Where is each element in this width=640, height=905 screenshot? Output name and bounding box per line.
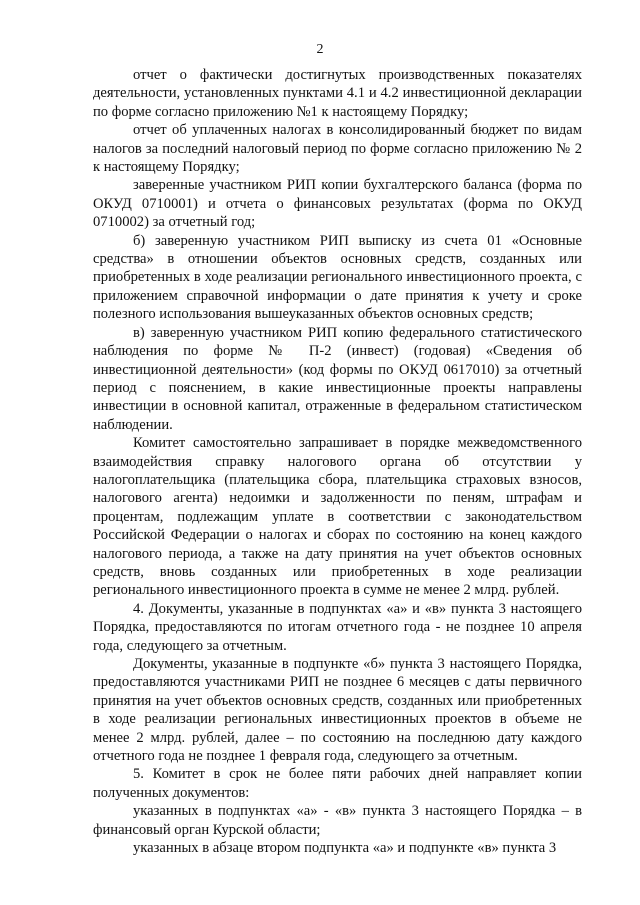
paragraph-finance-body: указанных в подпунктах «а» - «в» пункта 3 настоящего Порядка – в финансовый орган Курской области; [93,803,582,838]
paragraph-item-4: 4. Документы, указанные в подпунктах «а» и «в» пункта 3 настоящего Порядка, предоставляются по итогам отчетного года - не позднее 10 апреля года, следующего за отчетным. [93,600,582,654]
paragraph-production-report: отчет о фактически достигнутых производственных показателях деятельности, установленных пунктами 4.1 и 4.2 инвестиционной декларации по форме согласно приложению №1 к настоящему Порядку; [93,67,582,120]
paragraph-item-5: 5. Комитет в срок не более пяти рабочих дней направляет копии полученных документов: [93,766,582,801]
paragraph-subitem-b: б) заверенную участником РИП выписку из счета 01 «Основные средства» в отношении объектов основных средств, созданных или приобретенных в ходе реализации регионального инвестиционного проекта, с приложением справочной информации о дате принятия к учету и сроке полезного использования вышеуказанных объектов основных средств; [93,232,582,323]
paragraph-subitem-v: в) заверенную участником РИП копию федерального статистического наблюдения по форме № П-2 (инвест) (годовая) «Сведения об инвестиционной деятельности» (код формы по ОКУД 0617010) за отчетный период с пояснением, в какие инвестиционные проекты направлены инвестиции в основной капитал, отраженные в федеральном статистическом наблюдении. [93,324,582,433]
paragraph-committee-request: Комитет самостоятельно запрашивает в порядке межведомственного взаимодействия справку налогового органа об отсутствии у налогоплательщика (плательщика сбора, плательщика страховых взносов, налогового агента) недоимки и задолженности по пеням, штрафам и процентам, подлежащим уплате в соответствии с законодательством Российской Федерации о налогах и сборах по состоянию на конец каждого налогового периода, а также на дату принятия на учет объектов основных средств, вновь созданных или приобретенных в ходе реализации регионального инвестиционного проекта в сумме не менее 2 млрд. рублей. [93,435,582,599]
document-body [93,66,582,857]
paragraph-last-line: указанных в абзаце втором подпункта «а» и подпункте «в» пункта 3 [133,840,557,857]
paragraph-documents-b: Документы, указанные в подпункте «б» пункта 3 настоящего Порядка, предоставляются участниками РИП не позднее 6 месяцев с даты первичного принятия на учет объектов основных средств, созданных или приобретенных в ходе реализации региональных инвестиционных проектов в объеме не менее 2 млрд. рублей, далее – по состоянию на последнюю дату каждого отчетного года не позднее 1 февраля года, следующего за отчетным. [93,656,582,765]
paragraph-tax-report: отчет об уплаченных налогах в консолидированный бюджет по видам налогов за последний налоговый период по форме согласно приложению № 2 к настоящему Порядку; [93,122,582,176]
paragraph-balance-copies: заверенные участником РИП копии бухгалтерского баланса (форма по ОКУД 0710001) и отчета о финансовых результатах (форма по ОКУД 0710002) за отчетный год; [93,177,582,231]
page-number: 2 [316,42,324,57]
